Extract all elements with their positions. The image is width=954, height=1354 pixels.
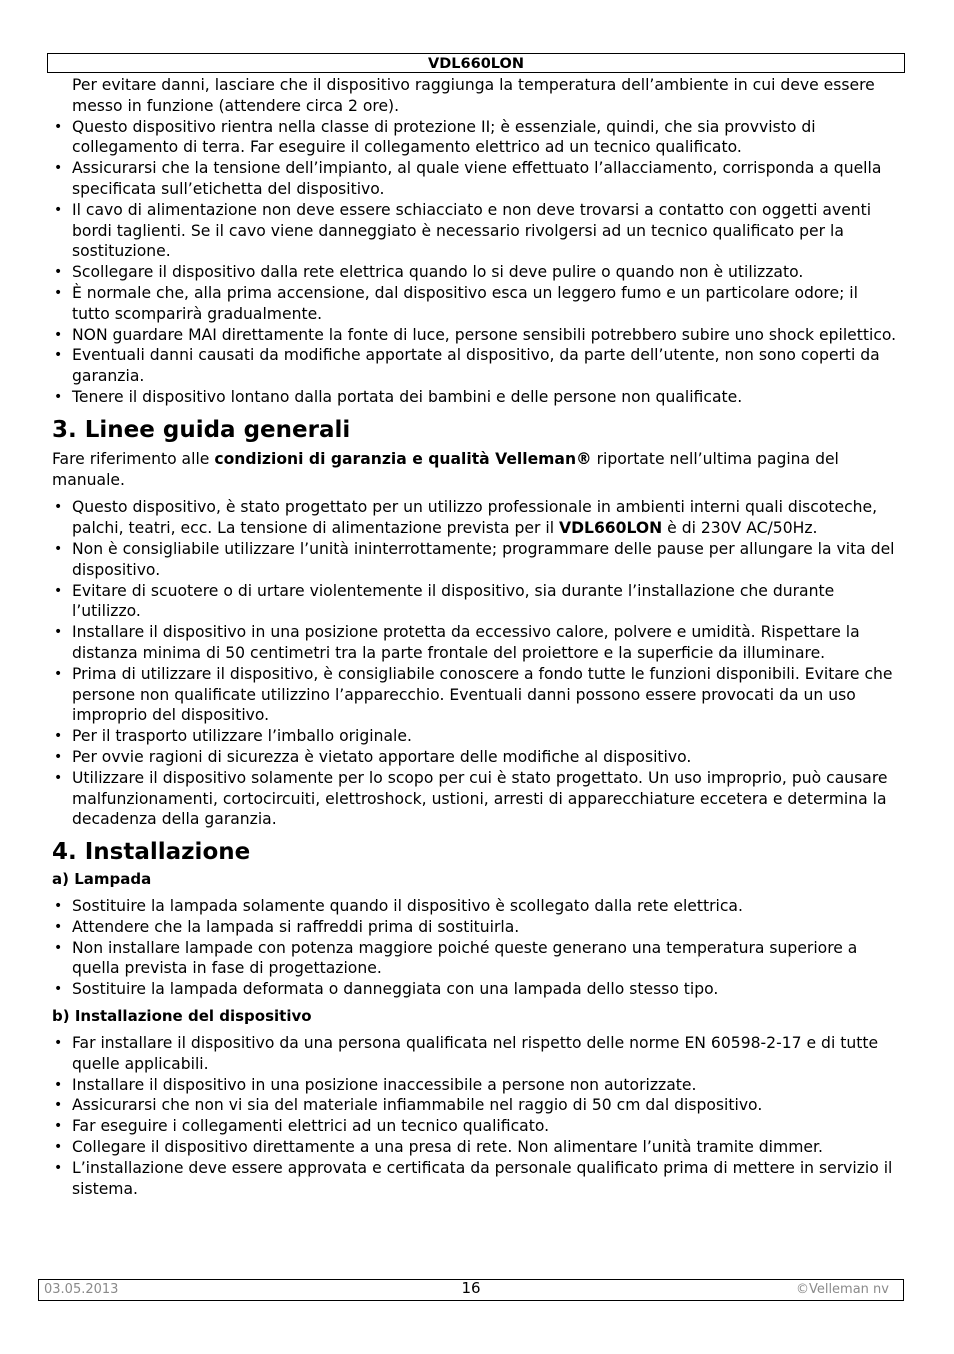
subsection-b-heading: b) Installazione del dispositivo — [52, 1007, 312, 1026]
page-content — [52, 75, 900, 1199]
list-item: • Per il trasporto utilizzare l’imballo originale. — [52, 726, 900, 747]
document-footer — [38, 1279, 904, 1301]
footer-copyright: ©Velleman nv — [795, 1282, 889, 1297]
list-item: • Il cavo di alimentazione non deve essere schiacciato e non deve trovarsi a contatto con oggetti aventi bordi taglienti. Se il cavo viene danneggiato è necessario rivolgersi ad un tecnico qualificato per la sostituzione. — [52, 200, 900, 262]
list-item: • Attendere che la lampada si raffreddi prima di sostituirla. — [52, 917, 900, 938]
list-item: • Prima di utilizzare il dispositivo, è consigliabile conoscere a fondo tutte le funzioni disponibili. Evitare che persone non qualificate utilizzino l’apparecchio. Eventuali danni possono essere provocati da un uso improprio del dispositivo. — [52, 664, 900, 726]
list-item: • Far eseguire i collegamenti elettrici ad un tecnico qualificato. — [52, 1116, 900, 1137]
list-item: • L’installazione deve essere approvata e certificata da personale qualificato prima di mettere in servizio il sistema. — [52, 1158, 900, 1200]
header-title: VDL660LON — [428, 56, 524, 72]
warranty-reference: condizioni di garanzia e qualità Velleman® — [214, 449, 592, 468]
intro-text-end: riportate nell’ultima pagina del manuale. — [52, 449, 839, 489]
list-item: • È normale che, alla prima accensione, dal dispositivo esca un leggero fumo e un particolare odore; il tutto scomparirà gradualmente. — [52, 283, 900, 325]
subsection-a-heading: a) Lampada — [52, 870, 152, 889]
intro-bullet-list — [52, 117, 900, 408]
intro-continuation: Per evitare danni, lasciare che il dispositivo raggiunga la temperatura dell’ambiente in cui deve essere messo in funzione (attendere circa 2 ore). — [72, 76, 875, 115]
section-4-heading: 4. Installazione — [52, 839, 251, 866]
subsection-b-bullet-list — [52, 1033, 900, 1199]
intro-text: Fare riferimento alle — [52, 449, 215, 468]
list-item: • Non è consigliabile utilizzare l’unità ininterrottamente; programmare delle pause per allungare la vita del dispositivo. — [52, 539, 900, 581]
list-item: • Scollegare il dispositivo dalla rete elettrica quando lo si deve pulire o quando non è utilizzato. — [52, 262, 900, 283]
list-item: • Evitare di scuotere o di urtare violentemente il dispositivo, sia durante l’installazione che durante l’utilizzo. — [52, 581, 900, 623]
list-item: • Assicurarsi che non vi sia del materiale infiammabile nel raggio di 50 cm dal dispositivo. — [52, 1095, 900, 1116]
list-item: • Questo dispositivo rientra nella classe di protezione II; è essenziale, quindi, che sia provvisto di collegamento di terra. Far eseguire il collegamento elettrico ad un tecnico qualificato. — [52, 117, 900, 159]
list-item: • Eventuali danni causati da modifiche apportate al dispositivo, da parte dell’utente, non sono coperti da garanzia. — [52, 345, 900, 387]
document-header — [47, 53, 905, 73]
list-item: • Installare il dispositivo in una posizione inaccessibile a persone non autorizzate. — [52, 1075, 900, 1096]
list-item — [52, 497, 900, 539]
list-item: • Far installare il dispositivo da una persona qualificata nel rispetto delle norme EN 60598-2-17 e di tutte quelle applicabili. — [52, 1033, 900, 1075]
list-item: • Tenere il dispositivo lontano dalla portata dei bambini e delle persone non qualificate. — [52, 387, 900, 408]
bullet-text-end: è di 230V AC/50Hz. — [662, 519, 818, 538]
list-item: • Assicurarsi che la tensione dell’impianto, al quale viene effettuato l’allacciamento, corrisponda a quella specificata sull’etichetta del dispositivo. — [52, 158, 900, 200]
subsection-a-bullet-list — [52, 896, 900, 1000]
list-item: • NON guardare MAI direttamente la fonte di luce, persone sensibili potrebbero subire uno shock epilettico. — [52, 325, 900, 346]
section-3-intro — [52, 449, 900, 491]
page-number: 16 — [461, 1279, 481, 1297]
list-item: • Utilizzare il dispositivo solamente per lo scopo per cui è stato progettato. Un uso improprio, può causare malfunzionamenti, cortocircuiti, elettroshock, ustioni, arresti di apparecchiature eccetera e determina la decadenza della garanzia. — [52, 768, 900, 830]
list-item: • Installare il dispositivo in una posizione protetta da eccessivo calore, polvere e umidità. Rispettare la distanza minima di 50 centimetri tra la parte frontale del proiettore e la superficie da illuminare. — [52, 622, 900, 664]
list-item: • Sostituire la lampada solamente quando il dispositivo è scollegato dalla rete elettrica. — [52, 896, 900, 917]
bullet-text: Questo dispositivo, è stato progettato per un utilizzo professionale in ambienti interni quali discoteche, palchi, teatri, ecc. La tensione di alimentazione prevista per il — [72, 498, 878, 538]
footer-date: 03.05.2013 — [44, 1282, 119, 1297]
list-item: • Non installare lampade con potenza maggiore poiché queste generano una temperatura superiore a quella prevista in fase di progettazione. — [52, 938, 900, 980]
list-item: • Sostituire la lampada deformata o danneggiata con una lampada dello stesso tipo. — [52, 979, 900, 1000]
list-item: • Per ovvie ragioni di sicurezza è vietato apportare delle modifiche al dispositivo. — [52, 747, 900, 768]
section-3-heading: 3. Linee guida generali — [52, 416, 351, 443]
model-name: VDL660LON — [559, 519, 663, 538]
section-3-bullet-list — [52, 497, 900, 830]
list-item: • Collegare il dispositivo direttamente a una presa di rete. Non alimentare l’unità tramite dimmer. — [52, 1137, 900, 1158]
